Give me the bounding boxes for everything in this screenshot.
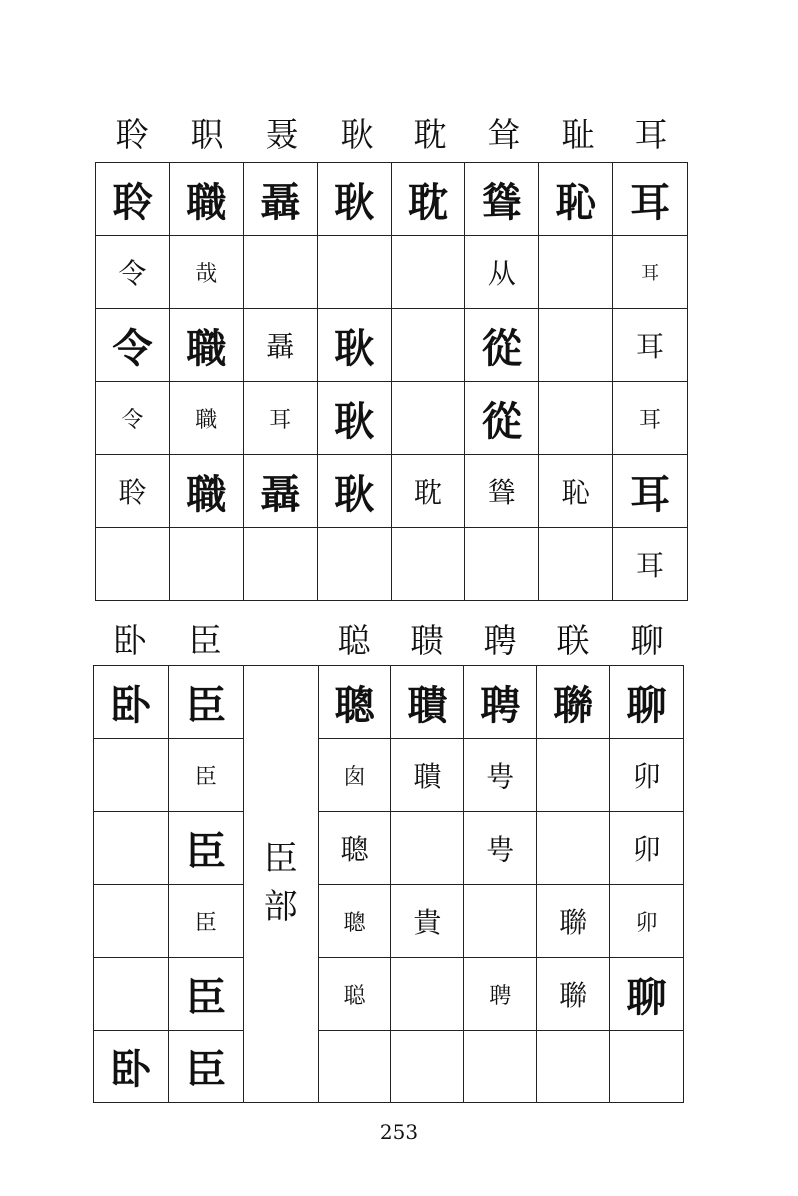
glyph-cell bbox=[243, 236, 317, 309]
bottom-header-5: 聩 bbox=[410, 621, 444, 660]
glyph-cell: 臣 bbox=[168, 739, 243, 812]
table-row bbox=[94, 1031, 684, 1103]
bottom-header-7: 联 bbox=[556, 621, 590, 660]
top-header-1: 聆 bbox=[115, 115, 149, 154]
glyph-cell bbox=[317, 236, 391, 309]
glyph-cell: 耳 bbox=[613, 236, 688, 309]
glyph-cell: 聯 bbox=[537, 666, 610, 739]
glyph-cell bbox=[610, 1031, 684, 1103]
table-row bbox=[96, 163, 688, 236]
glyph-cell bbox=[391, 382, 465, 455]
top-header-7: 耻 bbox=[561, 115, 595, 154]
glyph-cell bbox=[169, 528, 243, 601]
table-row bbox=[96, 528, 688, 601]
glyph-cell bbox=[391, 236, 465, 309]
glyph-cell: 聯 bbox=[537, 885, 610, 958]
top-header-2: 职 bbox=[190, 115, 224, 154]
glyph-cell: 囱 bbox=[318, 739, 391, 812]
glyph-cell: 耳 bbox=[613, 528, 688, 601]
glyph-cell: 從 bbox=[465, 382, 539, 455]
top-header-5: 耽 bbox=[413, 115, 447, 154]
table-row bbox=[96, 309, 688, 382]
glyph-cell bbox=[94, 812, 169, 885]
table-row bbox=[96, 455, 688, 528]
glyph-cell bbox=[94, 885, 169, 958]
page-number: 253 bbox=[379, 1120, 419, 1144]
table-row bbox=[96, 236, 688, 309]
glyph-cell bbox=[539, 382, 613, 455]
glyph-cell: 職 bbox=[169, 309, 243, 382]
glyph-cell: 聰 bbox=[318, 885, 391, 958]
bottom-header-4: 聪 bbox=[337, 621, 371, 660]
glyph-cell: 臣 bbox=[168, 666, 243, 739]
bottom-character-table bbox=[93, 665, 684, 1103]
top-header-4: 耿 bbox=[340, 115, 374, 154]
glyph-cell: 聵 bbox=[391, 739, 464, 812]
glyph-cell bbox=[465, 528, 539, 601]
glyph-cell: 臣 bbox=[168, 812, 243, 885]
glyph-cell: 聶 bbox=[243, 309, 317, 382]
glyph-cell bbox=[94, 739, 169, 812]
glyph-cell: 耿 bbox=[317, 309, 391, 382]
glyph-cell: 甹 bbox=[464, 812, 537, 885]
glyph-cell bbox=[464, 885, 537, 958]
glyph-cell: 卯 bbox=[610, 885, 684, 958]
glyph-cell: 職 bbox=[169, 455, 243, 528]
glyph-cell: 从 bbox=[465, 236, 539, 309]
glyph-cell: 令 bbox=[96, 382, 170, 455]
radical-cell: 臣 部 bbox=[243, 666, 318, 1103]
glyph-cell: 耽 bbox=[391, 163, 465, 236]
glyph-cell bbox=[464, 1031, 537, 1103]
glyph-cell bbox=[243, 528, 317, 601]
glyph-cell bbox=[539, 528, 613, 601]
glyph-cell: 臣 bbox=[168, 885, 243, 958]
glyph-cell: 從 bbox=[465, 309, 539, 382]
glyph-cell bbox=[539, 236, 613, 309]
glyph-cell: 聊 bbox=[610, 958, 684, 1031]
top-header-6: 耸 bbox=[487, 115, 521, 154]
glyph-cell: 卧 bbox=[94, 666, 169, 739]
glyph-cell: 恥 bbox=[539, 455, 613, 528]
bottom-header-8: 聊 bbox=[630, 621, 664, 660]
glyph-cell: 甹 bbox=[464, 739, 537, 812]
table-row bbox=[94, 666, 684, 739]
glyph-cell: 耳 bbox=[613, 382, 688, 455]
glyph-cell: 聶 bbox=[243, 455, 317, 528]
glyph-cell: 哉 bbox=[169, 236, 243, 309]
glyph-cell: 職 bbox=[169, 382, 243, 455]
glyph-cell: 卯 bbox=[610, 739, 684, 812]
table-row bbox=[94, 958, 684, 1031]
glyph-cell bbox=[317, 528, 391, 601]
glyph-cell bbox=[96, 528, 170, 601]
glyph-cell: 聳 bbox=[465, 163, 539, 236]
bottom-header-6: 聘 bbox=[483, 621, 517, 660]
glyph-cell: 耳 bbox=[243, 382, 317, 455]
glyph-cell bbox=[391, 1031, 464, 1103]
glyph-cell: 臣 bbox=[168, 1031, 243, 1103]
glyph-cell: 耿 bbox=[317, 163, 391, 236]
glyph-cell: 耳 bbox=[613, 163, 688, 236]
table-row bbox=[94, 739, 684, 812]
glyph-cell: 職 bbox=[169, 163, 243, 236]
glyph-cell: 卯 bbox=[610, 812, 684, 885]
glyph-cell: 耽 bbox=[391, 455, 465, 528]
glyph-cell: 令 bbox=[96, 309, 170, 382]
glyph-cell: 聪 bbox=[318, 958, 391, 1031]
glyph-cell bbox=[94, 958, 169, 1031]
glyph-cell: 耳 bbox=[613, 455, 688, 528]
table-row bbox=[96, 382, 688, 455]
glyph-cell: 耿 bbox=[317, 455, 391, 528]
glyph-cell bbox=[318, 1031, 391, 1103]
glyph-cell: 恥 bbox=[539, 163, 613, 236]
glyph-cell bbox=[391, 528, 465, 601]
glyph-cell: 聘 bbox=[464, 958, 537, 1031]
bottom-header-1: 卧 bbox=[113, 621, 147, 660]
glyph-cell bbox=[537, 812, 610, 885]
glyph-cell bbox=[391, 812, 464, 885]
table-row bbox=[94, 885, 684, 958]
glyph-cell: 聰 bbox=[318, 812, 391, 885]
glyph-cell: 耿 bbox=[317, 382, 391, 455]
glyph-cell: 聘 bbox=[464, 666, 537, 739]
glyph-cell: 聆 bbox=[96, 163, 170, 236]
glyph-cell: 聊 bbox=[610, 666, 684, 739]
glyph-cell: 耳 bbox=[613, 309, 688, 382]
glyph-cell bbox=[391, 309, 465, 382]
glyph-cell bbox=[537, 1031, 610, 1103]
bottom-header-2: 臣 bbox=[188, 621, 222, 660]
top-character-table bbox=[95, 162, 688, 601]
glyph-cell bbox=[537, 739, 610, 812]
glyph-cell bbox=[391, 958, 464, 1031]
glyph-cell: 聶 bbox=[243, 163, 317, 236]
top-header-3: 聂 bbox=[265, 115, 299, 154]
glyph-cell: 聵 bbox=[391, 666, 464, 739]
glyph-cell: 聰 bbox=[318, 666, 391, 739]
glyph-cell: 貴 bbox=[391, 885, 464, 958]
table-row bbox=[94, 812, 684, 885]
glyph-cell: 聯 bbox=[537, 958, 610, 1031]
glyph-cell: 聆 bbox=[96, 455, 170, 528]
glyph-cell: 聳 bbox=[465, 455, 539, 528]
glyph-cell: 令 bbox=[96, 236, 170, 309]
top-header-8: 耳 bbox=[634, 115, 668, 154]
glyph-cell: 卧 bbox=[94, 1031, 169, 1103]
glyph-cell: 臣 bbox=[168, 958, 243, 1031]
glyph-cell bbox=[539, 309, 613, 382]
